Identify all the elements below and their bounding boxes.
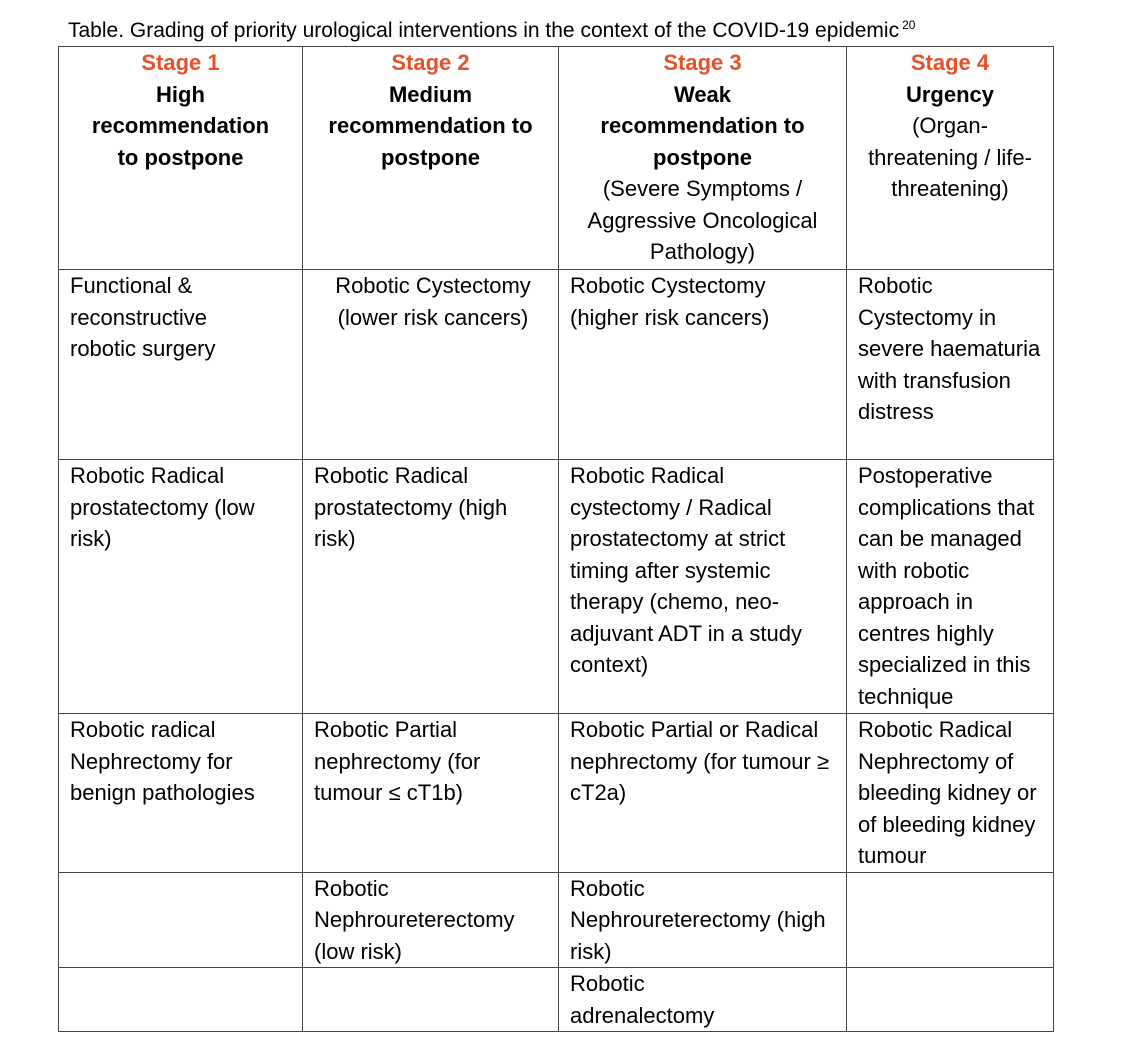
table-row — [59, 270, 1054, 460]
cell-text: Robotic Cystectomy (lower risk cancers) — [335, 273, 531, 330]
cell-stage-3 — [559, 714, 847, 873]
cell-stage-4 — [847, 968, 1054, 1032]
cell-text: Robotic Radical prostatectomy (low risk) — [70, 463, 255, 551]
cell-stage-4 — [847, 714, 1054, 873]
stage-label: Stage 1 — [141, 50, 220, 75]
header-stage-1 — [59, 47, 303, 270]
caption-reference: 20 — [902, 18, 916, 32]
cell-stage-2 — [303, 714, 559, 873]
header-stage-3 — [559, 47, 847, 270]
cell-text: Robotic Nephroureterectomy (high risk) — [570, 875, 826, 964]
cell-text: Robotic Radical cystectomy / Radical prostatectomy at strict timing after systemic therapy (chemo, neo-adjuvant ADT in a study context) — [570, 463, 802, 677]
stage-title: Medium recommendation to postpone — [328, 81, 533, 170]
cell-stage-1 — [59, 872, 303, 968]
stage-title: High recommendation to postpone — [91, 81, 270, 170]
cell-text: Robotic Partial nephrectomy (for tumour ≤ cT1b) — [314, 717, 481, 805]
cell-text: Robotic radical Nephrectomy for benign pathologies — [70, 717, 255, 805]
cell-stage-2 — [303, 968, 559, 1032]
header-stage-2 — [303, 47, 559, 270]
caption-text: Table. Grading of priority urological interventions in the context of the COVID-19 epidemic — [68, 19, 900, 42]
cell-stage-2 — [303, 872, 559, 968]
stage-subtitle: (Organ-threatening / life-threatening) — [868, 113, 1032, 201]
cell-text: Postoperative complications that can be managed with robotic approach in centres highly specialized in this technique — [858, 463, 1035, 709]
cell-stage-1 — [59, 968, 303, 1032]
table-row — [59, 714, 1054, 873]
cell-stage-3 — [559, 460, 847, 714]
cell-text: Robotic Cystectomy (higher risk cancers) — [570, 273, 770, 330]
stage-title: Urgency — [905, 81, 995, 107]
grading-table — [58, 46, 1054, 1032]
table-row — [59, 872, 1054, 968]
cell-stage-4 — [847, 872, 1054, 968]
cell-text: Robotic Radical prostatectomy (high risk) — [314, 463, 508, 551]
header-row — [59, 47, 1054, 270]
cell-stage-3 — [559, 270, 847, 460]
cell-stage-1 — [59, 714, 303, 873]
cell-text: Robotic Partial or Radical nephrectomy (for tumour ≥ cT2a) — [570, 717, 830, 805]
cell-stage-3 — [559, 872, 847, 968]
stage-label: Stage 3 — [663, 50, 742, 75]
stage-subtitle: (Severe Symptoms / Aggressive Oncological Pathology) — [587, 176, 818, 264]
cell-stage-2 — [303, 270, 559, 460]
stage-title: Weak recommendation to postpone — [600, 81, 805, 170]
cell-stage-2 — [303, 460, 559, 714]
cell-text: Robotic adrenalectomy — [570, 971, 715, 1028]
cell-text: Functional & reconstructive robotic surgery — [70, 273, 216, 361]
stage-label: Stage 2 — [391, 50, 470, 75]
cell-text: Robotic Nephroureterectomy (low risk) — [314, 875, 515, 964]
table-row — [59, 460, 1054, 714]
cell-text: Robotic Cystectomy in severe haematuria with transfusion distress — [858, 273, 1041, 424]
cell-stage-4 — [847, 270, 1054, 460]
cell-text: Robotic Radical Nephrectomy of bleeding kidney or of bleeding kidney tumour — [858, 717, 1037, 868]
header-stage-4 — [847, 47, 1054, 270]
cell-stage-3 — [559, 968, 847, 1032]
cell-stage-4 — [847, 460, 1054, 714]
cell-stage-1 — [59, 460, 303, 714]
table-row — [59, 968, 1054, 1032]
table-caption — [68, 16, 915, 46]
stage-label: Stage 4 — [910, 50, 990, 75]
cell-stage-1 — [59, 270, 303, 460]
